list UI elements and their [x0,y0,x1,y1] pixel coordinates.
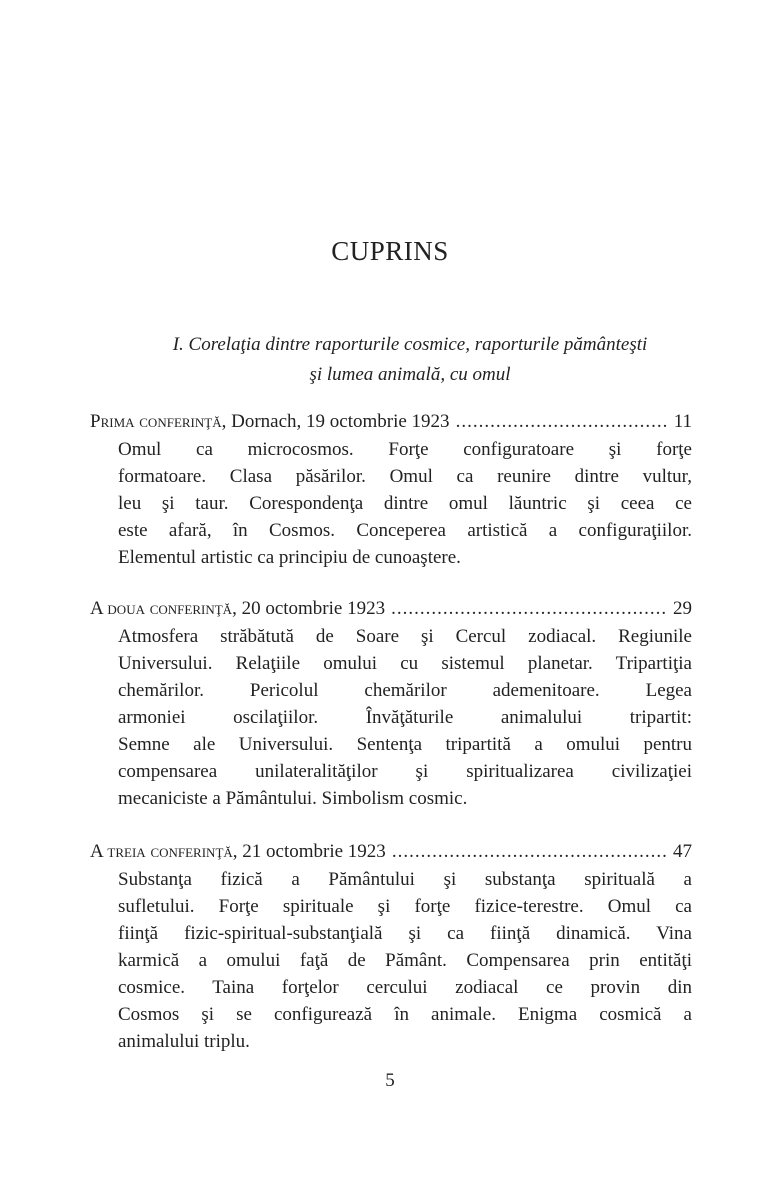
entry-label: A treia conferinţă [90,841,233,862]
section-title-line-2: şi lumea animală, cu omul [309,364,511,385]
dot-leader [392,841,667,863]
entry-summary-line: Elementul artistic ca principiu de cunoaştere. [118,547,461,568]
entry-summary-line: formatoare. Clasa păsărilor. Omul ca reunire dintre vultur, [118,466,692,487]
entry-summary-line: cosmice. Taina forţelor cercului zodiacal ce provin din [118,977,692,998]
entry-summary-line: Atmosfera străbătută de Soare şi Cercul zodiacal. Regiunile [118,626,692,647]
dot-leader [456,411,668,433]
page-title: CUPRINS [331,236,449,266]
entry-summary-line: fiinţă fizic-spiritual-substanţială şi ca fiinţă dinamică. Vina [118,923,692,944]
toc-entry-heading[interactable] [90,598,692,626]
toc-entry-heading[interactable] [90,411,692,439]
entry-summary-line: este afară, în Cosmos. Conceperea artistică a configuraţiilor. [118,520,692,541]
entry-summary-line: Cosmos şi se configurează în animale. Enigma cosmică a [118,1004,692,1025]
entry-summary-line: karmică a omului faţă de Pământ. Compensarea prin entităţi [118,950,692,971]
toc-entry-2 [90,598,692,815]
entry-label: Prima conferinţă [90,411,222,432]
entry-summary-line: armoniei oscilaţiilor. Învăţăturile animalului tripartit: [118,707,692,728]
section-title-line-1: I. Corelaţia dintre raporturile cosmice, raporturile pământeşti [172,334,648,355]
entry-page: 47 [673,841,692,862]
entry-summary-line: mecaniciste a Pământului. Simbolism cosmic. [118,788,468,809]
entry-summary-line: compensarea unilateralităţilor şi spiritualizarea civilizaţiei [118,761,692,782]
entry-page: 11 [673,411,692,432]
page-number: 5 [385,1070,395,1091]
entry-summary-line: Substanţa fizică a Pământului şi substanţa spirituală a [118,869,692,890]
toc-entry-heading[interactable] [90,841,692,869]
entry-summary-line: Omul ca microcosmos. Forţe configuratoare şi forţe [118,439,692,460]
entry-details: , 20 octombrie 1923 [232,598,386,619]
entry-summary-line: Universului. Relaţiile omului cu sistemul planetar. Tripartiţia [118,653,692,674]
entry-label: A doua conferinţă [90,598,233,619]
entry-details: , Dornach, 19 octombrie 1923 [221,411,450,432]
entry-summary-line: leu şi taur. Corespondenţa dintre omul lăuntric şi ceea ce [118,493,692,514]
dot-leader [391,598,667,620]
entry-summary-line: animalului triplu. [118,1031,250,1052]
entry-summary-line: chemărilor. Pericolul chemărilor ademenitoare. Legea [118,680,692,701]
toc-entry-3 [90,841,692,1058]
entry-summary-line: Semne ale Universului. Sentenţa tripartită a omului pentru [118,734,692,755]
entry-details: , 21 octombrie 1923 [232,841,386,862]
entry-page: 29 [673,598,692,619]
entry-summary-line: sufletului. Forţe spirituale şi forţe fizice-terestre. Omul ca [118,896,692,917]
toc-entry-1 [90,411,692,574]
